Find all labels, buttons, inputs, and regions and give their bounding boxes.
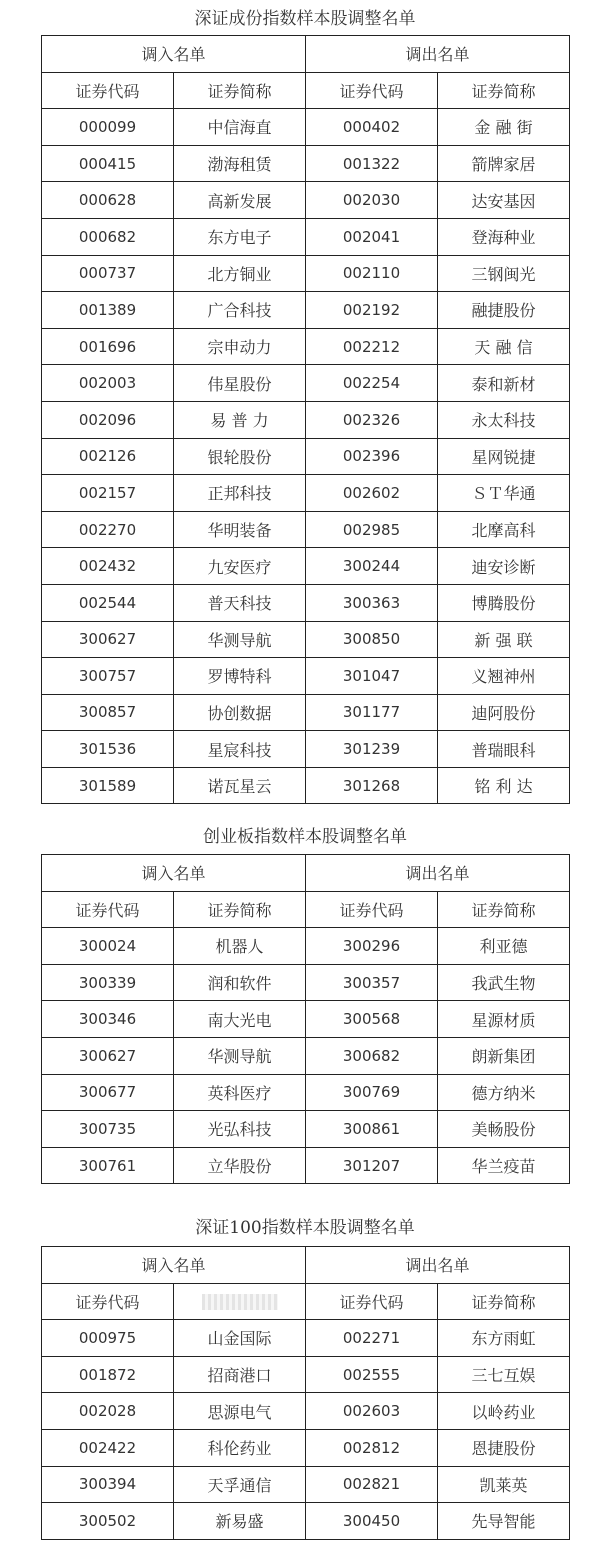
section-title: 深证100指数样本股调整名单 xyxy=(195,1218,415,1238)
table-row xyxy=(42,255,570,292)
in-code-cell: 002432 xyxy=(42,548,174,585)
table-row xyxy=(42,328,570,365)
out-name-cell: 凯莱英 xyxy=(438,1466,570,1503)
out-name-cell: 天 融 信 xyxy=(438,328,570,365)
out-code-cell: 002030 xyxy=(306,182,438,219)
out-name-cell: 美畅股份 xyxy=(438,1111,570,1148)
in-name-cell: 广合科技 xyxy=(174,292,306,329)
in-name-cell: 九安医疗 xyxy=(174,548,306,585)
out-name-cell: 永太科技 xyxy=(438,401,570,438)
col-name-in: 证券简称 xyxy=(174,891,306,928)
table-row xyxy=(42,584,570,621)
out-code-cell: 301177 xyxy=(306,694,438,731)
out-name-cell: 北摩高科 xyxy=(438,511,570,548)
in-name-cell: 英科医疗 xyxy=(174,1074,306,1111)
in-name-cell: 华明装备 xyxy=(174,511,306,548)
in-name-cell: 立华股份 xyxy=(174,1147,306,1184)
in-code-cell: 300761 xyxy=(42,1147,174,1184)
in-code-cell: 000737 xyxy=(42,255,174,292)
col-code-in: 证券代码 xyxy=(42,891,174,928)
in-name-cell: 易 普 力 xyxy=(174,401,306,438)
table-row xyxy=(42,621,570,658)
in-name-cell: 诺瓦星云 xyxy=(174,767,306,804)
in-name-cell: 机器人 xyxy=(174,928,306,965)
in-name-cell: 山金国际 xyxy=(174,1320,306,1357)
out-code-cell: 002254 xyxy=(306,365,438,402)
header-in: 调入名单 xyxy=(42,36,306,73)
out-code-cell: 301047 xyxy=(306,658,438,695)
out-code-cell: 300450 xyxy=(306,1503,438,1540)
out-code-cell: 002812 xyxy=(306,1429,438,1466)
out-name-cell: 恩捷股份 xyxy=(438,1429,570,1466)
table-column-row xyxy=(42,891,570,928)
table-column-row xyxy=(42,1283,570,1320)
table-row xyxy=(42,1111,570,1148)
in-code-cell: 001389 xyxy=(42,292,174,329)
col-code-out: 证券代码 xyxy=(306,1283,438,1320)
out-name-cell: 以岭药业 xyxy=(438,1393,570,1430)
table-body xyxy=(42,1320,570,1540)
col-name-out: 证券简称 xyxy=(438,72,570,109)
in-code-cell: 300346 xyxy=(42,1001,174,1038)
in-code-cell: 300339 xyxy=(42,964,174,1001)
out-code-cell: 002602 xyxy=(306,475,438,512)
header-out: 调出名单 xyxy=(306,1247,570,1284)
in-code-cell: 300677 xyxy=(42,1074,174,1111)
table-row xyxy=(42,1037,570,1074)
out-name-cell: 朗新集团 xyxy=(438,1037,570,1074)
out-name-cell: 义翘神州 xyxy=(438,658,570,695)
out-name-cell: 利亚德 xyxy=(438,928,570,965)
in-code-cell: 301536 xyxy=(42,731,174,768)
header-in: 调入名单 xyxy=(42,855,306,892)
table-row xyxy=(42,292,570,329)
out-name-cell: 登海种业 xyxy=(438,218,570,255)
in-code-cell: 000099 xyxy=(42,109,174,146)
out-code-cell: 300296 xyxy=(306,928,438,965)
col-code-out: 证券代码 xyxy=(306,891,438,928)
in-code-cell: 000628 xyxy=(42,182,174,219)
in-name-cell: 光弘科技 xyxy=(174,1111,306,1148)
out-name-cell: 融捷股份 xyxy=(438,292,570,329)
in-code-cell: 301589 xyxy=(42,767,174,804)
col-code-out: 证券代码 xyxy=(306,72,438,109)
table-row xyxy=(42,1429,570,1466)
in-code-cell: 002028 xyxy=(42,1393,174,1430)
out-code-cell: 300682 xyxy=(306,1037,438,1074)
out-code-cell: 000402 xyxy=(306,109,438,146)
out-code-cell: 300363 xyxy=(306,584,438,621)
in-name-cell: 宗申动力 xyxy=(174,328,306,365)
out-name-cell: 铭 利 达 xyxy=(438,767,570,804)
in-name-cell: 东方电子 xyxy=(174,218,306,255)
table-row xyxy=(42,1356,570,1393)
in-code-cell: 001696 xyxy=(42,328,174,365)
in-code-cell: 300394 xyxy=(42,1466,174,1503)
out-code-cell: 300769 xyxy=(306,1074,438,1111)
in-code-cell: 300735 xyxy=(42,1111,174,1148)
table-row xyxy=(42,1393,570,1430)
watermark-blur xyxy=(202,1294,278,1310)
in-code-cell: 002544 xyxy=(42,584,174,621)
in-code-cell: 002422 xyxy=(42,1429,174,1466)
in-name-cell: 罗博特科 xyxy=(174,658,306,695)
in-name-cell: 华测导航 xyxy=(174,1037,306,1074)
out-code-cell: 002603 xyxy=(306,1393,438,1430)
in-code-cell: 000415 xyxy=(42,145,174,182)
out-code-cell: 002271 xyxy=(306,1320,438,1357)
in-code-cell: 002270 xyxy=(42,511,174,548)
out-name-cell: 泰和新材 xyxy=(438,365,570,402)
out-name-cell: 达安基因 xyxy=(438,182,570,219)
table-row xyxy=(42,1147,570,1184)
in-code-cell: 002126 xyxy=(42,438,174,475)
out-code-cell: 300568 xyxy=(306,1001,438,1038)
out-code-cell: 301207 xyxy=(306,1147,438,1184)
in-name-cell: 高新发展 xyxy=(174,182,306,219)
in-code-cell: 300024 xyxy=(42,928,174,965)
header-out: 调出名单 xyxy=(306,855,570,892)
in-name-cell: 润和软件 xyxy=(174,964,306,1001)
header-in: 调入名单 xyxy=(42,1247,306,1284)
in-code-cell: 000975 xyxy=(42,1320,174,1357)
out-name-cell: 迪安诊断 xyxy=(438,548,570,585)
in-code-cell: 002003 xyxy=(42,365,174,402)
table-row xyxy=(42,1466,570,1503)
out-code-cell: 002110 xyxy=(306,255,438,292)
out-name-cell: 三钢闽光 xyxy=(438,255,570,292)
out-name-cell: 三七互娱 xyxy=(438,1356,570,1393)
out-name-cell: 箭牌家居 xyxy=(438,145,570,182)
header-out: 调出名单 xyxy=(306,36,570,73)
table-row xyxy=(42,694,570,731)
table-header-row xyxy=(42,855,570,892)
table-row xyxy=(42,1503,570,1540)
out-code-cell: 300244 xyxy=(306,548,438,585)
in-code-cell: 300757 xyxy=(42,658,174,695)
out-name-cell: 迪阿股份 xyxy=(438,694,570,731)
table-row xyxy=(42,1001,570,1038)
table-row xyxy=(42,401,570,438)
table-row xyxy=(42,365,570,402)
col-name-in: 证券简称 xyxy=(174,72,306,109)
out-code-cell: 002212 xyxy=(306,328,438,365)
in-code-cell: 002157 xyxy=(42,475,174,512)
out-name-cell: 星网锐捷 xyxy=(438,438,570,475)
in-name-cell: 中信海直 xyxy=(174,109,306,146)
table-header-row xyxy=(42,36,570,73)
col-code-in: 证券代码 xyxy=(42,1283,174,1320)
out-name-cell: 东方雨虹 xyxy=(438,1320,570,1357)
section-title: 深证成份指数样本股调整名单 xyxy=(194,9,416,29)
table-row xyxy=(42,1320,570,1357)
table-row xyxy=(42,964,570,1001)
out-name-cell: 金 融 街 xyxy=(438,109,570,146)
table-row xyxy=(42,145,570,182)
out-name-cell: 华兰疫苗 xyxy=(438,1147,570,1184)
table-row xyxy=(42,438,570,475)
in-code-cell: 300627 xyxy=(42,1037,174,1074)
out-code-cell: 002985 xyxy=(306,511,438,548)
table-header-row xyxy=(42,1247,570,1284)
out-code-cell: 300850 xyxy=(306,621,438,658)
in-name-cell: 思源电气 xyxy=(174,1393,306,1430)
out-name-cell: 我武生物 xyxy=(438,964,570,1001)
out-code-cell: 001322 xyxy=(306,145,438,182)
out-code-cell: 002821 xyxy=(306,1466,438,1503)
in-name-cell: 星宸科技 xyxy=(174,731,306,768)
out-code-cell: 002041 xyxy=(306,218,438,255)
in-code-cell: 300502 xyxy=(42,1503,174,1540)
in-name-cell: 北方铜业 xyxy=(174,255,306,292)
table-row xyxy=(42,767,570,804)
out-name-cell: ＳＴ华通 xyxy=(438,475,570,512)
in-name-cell: 普天科技 xyxy=(174,584,306,621)
in-name-cell: 银轮股份 xyxy=(174,438,306,475)
col-name-out: 证券简称 xyxy=(438,1283,570,1320)
table-row xyxy=(42,1074,570,1111)
out-name-cell: 星源材质 xyxy=(438,1001,570,1038)
table-row xyxy=(42,109,570,146)
out-name-cell: 博腾股份 xyxy=(438,584,570,621)
adjustment-table xyxy=(41,35,570,804)
table-row xyxy=(42,928,570,965)
out-name-cell: 先导智能 xyxy=(438,1503,570,1540)
in-code-cell: 001872 xyxy=(42,1356,174,1393)
out-name-cell: 新 强 联 xyxy=(438,621,570,658)
out-code-cell: 301239 xyxy=(306,731,438,768)
col-name-out: 证券简称 xyxy=(438,891,570,928)
table-row xyxy=(42,658,570,695)
in-name-cell: 天孚通信 xyxy=(174,1466,306,1503)
in-name-cell: 伟星股份 xyxy=(174,365,306,402)
out-name-cell: 普瑞眼科 xyxy=(438,731,570,768)
col-name-in-obscured xyxy=(174,1283,306,1320)
col-code-in: 证券代码 xyxy=(42,72,174,109)
out-code-cell: 300357 xyxy=(306,964,438,1001)
table-row xyxy=(42,182,570,219)
table-row xyxy=(42,731,570,768)
in-name-cell: 正邦科技 xyxy=(174,475,306,512)
table-row xyxy=(42,548,570,585)
in-name-cell: 新易盛 xyxy=(174,1503,306,1540)
out-code-cell: 300861 xyxy=(306,1111,438,1148)
table-row xyxy=(42,475,570,512)
adjustment-table xyxy=(41,1246,570,1540)
table-body xyxy=(42,928,570,1184)
in-code-cell: 002096 xyxy=(42,401,174,438)
in-name-cell: 科伦药业 xyxy=(174,1429,306,1466)
adjustment-table xyxy=(41,854,570,1184)
out-code-cell: 002192 xyxy=(306,292,438,329)
out-code-cell: 301268 xyxy=(306,767,438,804)
in-code-cell: 000682 xyxy=(42,218,174,255)
in-name-cell: 南大光电 xyxy=(174,1001,306,1038)
out-name-cell: 德方纳米 xyxy=(438,1074,570,1111)
out-code-cell: 002326 xyxy=(306,401,438,438)
out-code-cell: 002396 xyxy=(306,438,438,475)
section-title: 创业板指数样本股调整名单 xyxy=(203,827,407,847)
in-code-cell: 300627 xyxy=(42,621,174,658)
in-name-cell: 协创数据 xyxy=(174,694,306,731)
table-column-row xyxy=(42,72,570,109)
in-name-cell: 华测导航 xyxy=(174,621,306,658)
in-name-cell: 渤海租赁 xyxy=(174,145,306,182)
table-row xyxy=(42,218,570,255)
in-name-cell: 招商港口 xyxy=(174,1356,306,1393)
out-code-cell: 002555 xyxy=(306,1356,438,1393)
in-code-cell: 300857 xyxy=(42,694,174,731)
table-row xyxy=(42,511,570,548)
table-body xyxy=(42,109,570,804)
